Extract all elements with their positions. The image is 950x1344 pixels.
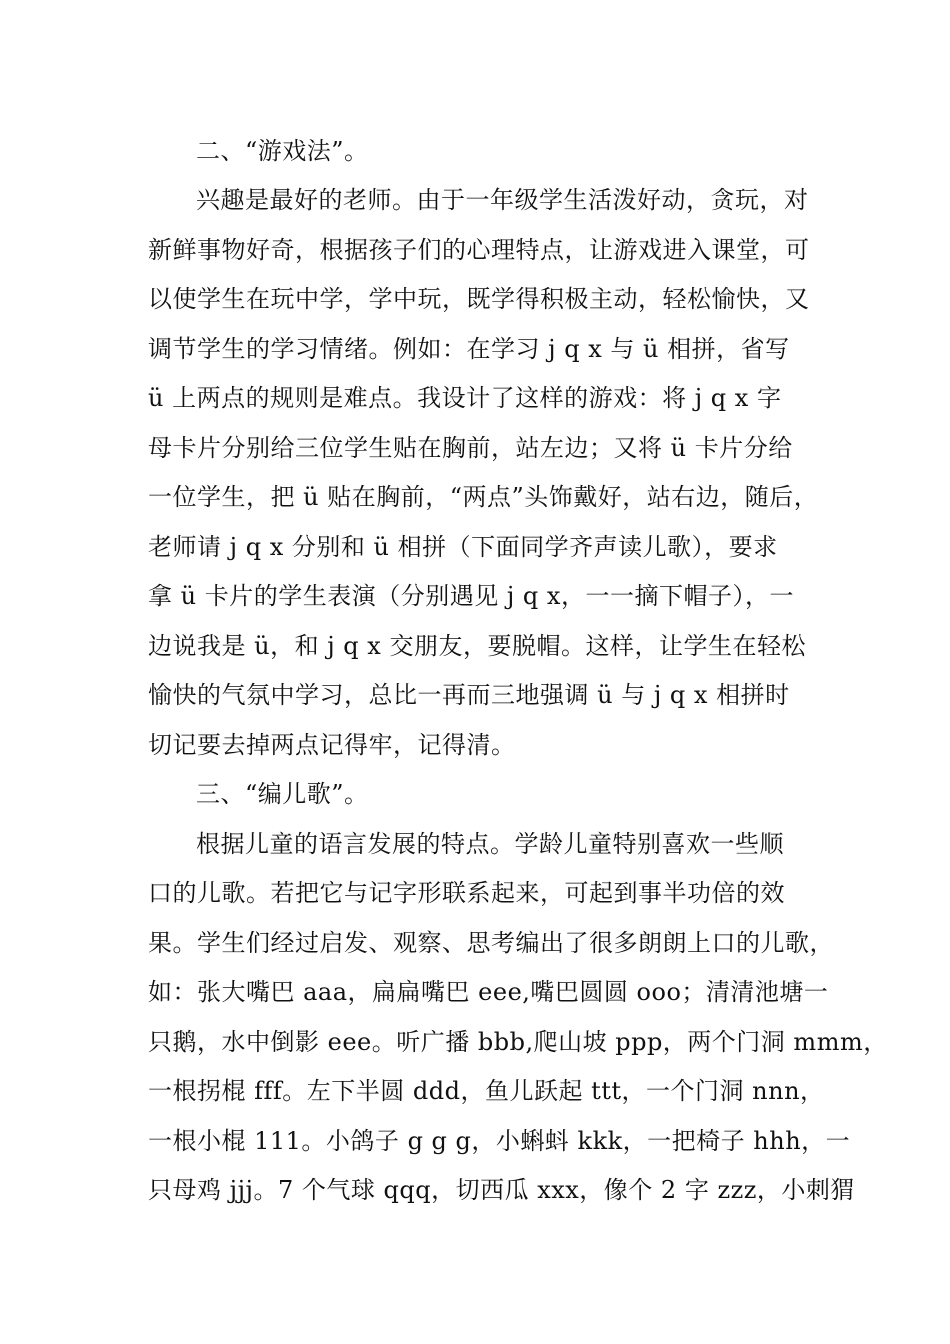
paragraph-line: 只母鸡 jjj。7 个气球 qqq，切西瓜 xxx，像个 2 字 zzz，小刺猬: [148, 1176, 855, 1204]
paragraph-line: 一根小棍 111。小鸽子 g g g，小蝌蚪 kkk，一把椅子 hhh，一: [148, 1127, 851, 1155]
paragraph-line: 以使学生在玩中学，学中玩，既学得积极主动，轻松愉快，又: [148, 285, 810, 313]
paragraph-line: 边说我是 ü，和 j q x 交朋友，要脱帽。这样，让学生在轻松: [148, 632, 806, 660]
paragraph-line: 根据儿童的语言发展的特点。学龄儿童特别喜欢一些顺: [196, 830, 784, 858]
paragraph-line: 一位学生，把 ü 贴在胸前，“两点”头饰戴好，站右边，随后，: [148, 483, 819, 511]
paragraph-line: 新鲜事物好奇，根据孩子们的心理特点，让游戏进入课堂，可: [148, 236, 810, 264]
paragraph-line: 老师请 j q x 分别和 ü 相拼（下面同学齐声读儿歌），要求: [148, 533, 778, 561]
paragraph-line: 一根拐棍 fff。左下半圆 ddd，鱼儿跃起 ttt，一个门洞 nnn，: [148, 1077, 825, 1105]
paragraph-line: 拿 ü 卡片的学生表演（分别遇见 j q x，一一摘下帽子），一: [148, 582, 794, 610]
paragraph-line: 切记要去掉两点记得牢，记得清。: [148, 731, 516, 759]
paragraph-line: ü 上两点的规则是难点。我设计了这样的游戏：将 j q x 字: [148, 384, 782, 412]
paragraph-line: 只鹅，水中倒影 eee。听广播 bbb,爬山坡 ppp，两个门洞 mmm，: [148, 1028, 888, 1056]
section-heading-games: 二、“游戏法”。: [196, 137, 369, 165]
paragraph-line: 调节学生的学习情绪。例如：在学习 j q x 与 ü 相拼，省写: [148, 335, 790, 363]
paragraph-line: 母卡片分别给三位学生贴在胸前，站左边；又将 ü 卡片分给: [148, 434, 793, 462]
section-heading-rhymes: 三、“编儿歌”。: [196, 780, 369, 808]
paragraph-line: 愉快的气氛中学习，总比一再而三地强调 ü 与 j q x 相拼时: [148, 681, 790, 709]
paragraph-line: 如：张大嘴巴 aaa，扁扁嘴巴 eee,嘴巴圆圆 ooo；清清池塘一: [148, 978, 829, 1006]
paragraph-line: 兴趣是最好的老师。由于一年级学生活泼好动，贪玩，对: [196, 186, 809, 214]
paragraph-line: 果。学生们经过启发、观察、思考编出了很多朗朗上口的儿歌，: [148, 929, 834, 957]
paragraph-line: 口的儿歌。若把它与记字形联系起来，可起到事半功倍的效: [148, 879, 785, 907]
